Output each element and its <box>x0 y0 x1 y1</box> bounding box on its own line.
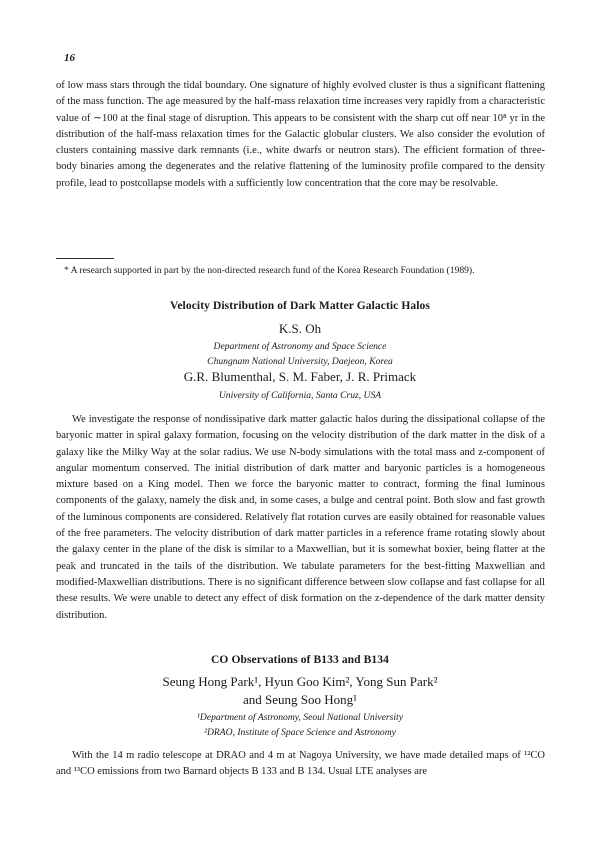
article2-authors-line2: and Seung Soo Hong¹ <box>242 692 358 707</box>
article1-author1: K.S. Oh <box>278 321 322 336</box>
article1-affiliation1-line1: Department of Astronomy and Space Science <box>213 341 387 352</box>
article1-affiliation2: University of California, Santa Cruz, USA <box>218 390 382 401</box>
article2-title: CO Observations of B133 and B134 <box>211 654 389 666</box>
page-number: 16 <box>64 52 75 64</box>
top-paragraph-block <box>56 78 545 192</box>
footnote: * A research supported in part by the non-directed research fund of the Korea Research Foundation (1989). <box>64 265 475 276</box>
article1-author2: G.R. Blumenthal, S. M. Faber, J. R. Primack <box>183 369 417 384</box>
article2-authors-line1: Seung Hong Park¹, Hyun Goo Kim², Yong Sun Park² <box>162 674 438 689</box>
article1-title: Velocity Distribution of Dark Matter Galactic Halos <box>170 300 430 312</box>
article2-abstract-block <box>56 748 545 781</box>
article1-affiliation1-line2: Chungnam National University, Daejeon, Korea <box>207 356 393 367</box>
footnote-divider <box>56 258 114 259</box>
article2-abstract-start: With the 14 m radio telescope at DRAO and 4 m at Nagoya University, we have made detailed maps of ¹²CO and ¹³CO emissions from two Barnard objects B 133 and B 134. Usual LTE analyses are <box>56 750 545 778</box>
article1-abstract-block <box>56 412 545 624</box>
article2-affiliation1: ¹Department of Astronomy, Seoul National University <box>197 712 403 723</box>
top-paragraph: of low mass stars through the tidal boundary. One signature of highly evolved cluster is thus a significant flattening of the mass function. The age measured by the half-mass relaxation time increases very rapidly from a characteristic value of ∼100 at the final stage of disruption. This appears to be consistent with the sharp cut off near 10⁸ yr in the distribution of the half-mass relaxation times for the Galactic globular clusters. We also consider the evolution of clusters containing massive dark remnants (i.e., white dwarfs or neutron stars). The efficient formation of three-body binaries among the degenerates and the relative flattening of the luminosity profile compared to the density profile, lead to postcollapse models with a sufficiently low concentration that the core may be resolvable. <box>56 80 545 189</box>
article2-affiliation2: ²DRAO, Institute of Space Science and Astronomy <box>204 727 396 738</box>
article1-abstract: We investigate the response of nondissipative dark matter galactic halos during the dissipational collapse of the baryonic matter in spiral galaxy formation, focusing on the velocity distribution of the dark matter in the disk of a galaxy like the Milky Way at the solar radius. We use N-body simulations with the total mass and z-component of angular momentum conserved. The initial distribution of dark matter and baryonic particles is a homogeneous mixture based on a King model. Then we force the baryonic matter to contract, forming the final luminous components of the galaxy, namely the disk and, in some cases, a bulge and central point. Both slow and fast growth of the luminous components are considered. Relatively flat rotation curves are easily obtained for reasonable values of the free parameters. The velocity distribution of dark matter particles in a reference frame rotating slowly about the galaxy center in the plane of the disk is similar to a Maxwellian, but it is somewhat boxier, being flatter at the peak and truncated in the tails of the distribution. We tabulate parameters for the best-fitting Maxwellian and modified-Maxwellian distributions. There is no significant difference between slow collapse and fast collapse for all these results. We were unable to detect any effect of disk formation on the z-dependence of the dark matter density distribution. <box>56 414 545 621</box>
